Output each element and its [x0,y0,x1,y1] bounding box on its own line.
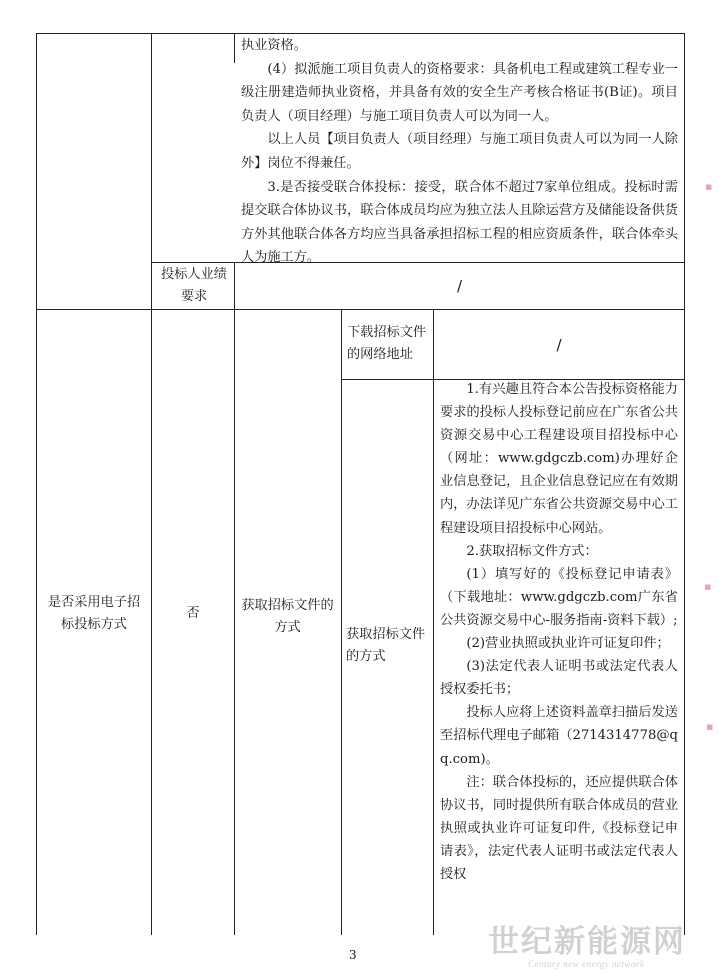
watermark-english: Century new energy network [528,959,645,969]
column-divider [234,262,235,935]
stamp-mark: ▪ [705,180,713,193]
watermark-logo [488,925,713,971]
table-border-left [36,33,37,935]
method-text [440,378,678,886]
method-sublabel [346,622,430,670]
download-label [347,311,427,377]
performance-label [161,263,227,309]
download-label-text: 下载招标文件的网络地址 [347,325,427,362]
electronic-label-text: 是否采用电子招标投标方式 [47,595,141,632]
stamp-mark: ▪ [704,580,712,593]
paragraph: 注：联合体投标的，还应提供联合体协议书，同时提供所有联合体成员的营业执照或执业许可证复印件,《投标登记申请表》，法定代表人证明书或法定代表人授权 [440,774,678,882]
electronic-label [44,590,144,638]
paragraph: 1.有兴趣且符合本公告投标资格能力要求的投标人投标登记前应在广东省公共资源交易中心工程建设项目招投标中心（网址：www.gdgczb.com)办理好企业信息登记，且企业信息登记应在有效期内，办法详见广东省公共资源交易中心工程建设项目招投标中心网站。 [440,382,678,536]
paragraph: (2)营业执照或执业许可证复印件； [466,636,670,652]
electronic-value-text: 否 [186,606,200,621]
download-value [434,310,684,379]
column-divider [234,33,235,63]
method-sublabel-text: 获取招标文件的方式 [346,627,426,664]
requirements-text [241,34,678,270]
column-divider [341,309,342,935]
performance-value [235,263,684,309]
method-label-text: 获取招标文件的方式 [241,598,334,635]
page-number: 3 [349,948,357,962]
column-divider [433,309,434,935]
performance-value-text: / [456,277,463,295]
paragraph: (1）填写好的《投标登记申请表》（下载地址：www.gdgczb.com广东省公共资源交易中心-服务指南-资料下载）; [440,566,678,628]
paragraph: 执业资格。 [241,38,307,53]
paragraph: 3.是否接受联合体投标：接受，联合体不超过7家单位组成。投标时需提交联合体协议书，联合体成员均应为独立法人且除运营方及储能设备供货方外其他联合体各方均应当具备承担招标工程的相应资质条件，联合体牵头人为施工方。 [241,179,678,266]
download-value-text: / [556,335,562,354]
watermark-chinese: 世纪新能源网 [488,924,686,960]
electronic-value [152,600,234,628]
paragraph: (4）拟派施工项目负责人的资格要求：具备机电工程或建筑工程专业一级注册建造师执业资格，并具备有效的安全生产考核合格证书(B证)。项目负责人（项目经理）与施工项目负责人可以为同一人。 [241,61,678,124]
column-divider [151,33,152,935]
table-border-right [684,33,685,935]
paragraph: 以上人员【项目负责人（项目经理）与施工项目负责人可以为同一人除外】岗位不得兼任。 [241,132,678,171]
paragraph: 2.获取招标文件方式： [466,543,598,559]
paragraph: 投标人应将上述资料盖章扫描后发送至招标代理电子邮箱（2714314778@qq.com)。 [440,705,678,767]
performance-label-text: 投标人业绩要求 [161,267,227,304]
method-label [241,594,334,640]
stamp-mark: ▪ [706,720,714,733]
paragraph: (3)法定代表人证明书或法定代表人授权委托书； [440,659,678,698]
